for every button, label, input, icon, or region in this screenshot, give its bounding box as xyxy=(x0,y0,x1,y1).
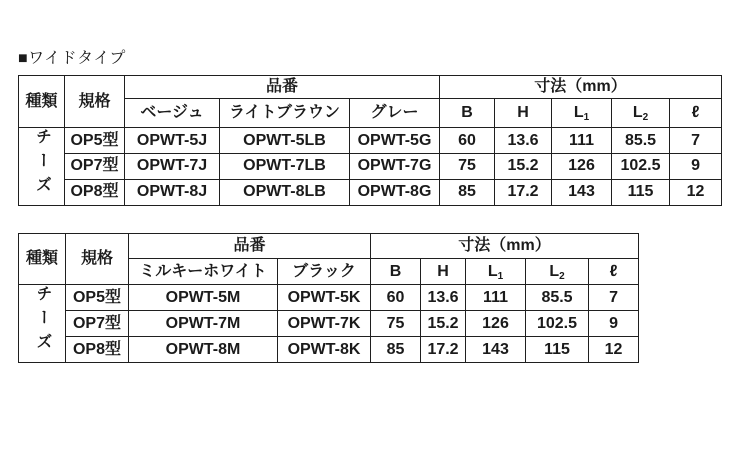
header-dim-h xyxy=(495,99,552,128)
dim-value-cell: 60 xyxy=(371,285,421,311)
part-number-cell: OPWT-8LB xyxy=(220,179,350,205)
dim-value-cell: 111 xyxy=(552,128,612,154)
dim-value-cell: 102.5 xyxy=(526,311,589,337)
dim-value-cell: 12 xyxy=(589,337,639,363)
dim-value-cell: 7 xyxy=(589,285,639,311)
dim-value-cell: 111 xyxy=(466,285,526,311)
table-row xyxy=(19,285,639,311)
dim-value-cell: 60 xyxy=(440,128,495,154)
dim-label: H xyxy=(437,262,449,280)
header-dim-ell xyxy=(589,259,639,285)
header-dim-ell xyxy=(670,99,722,128)
part-number-cell: OPWT-5K xyxy=(278,285,371,311)
header-dim-l2 xyxy=(612,99,670,128)
table-row xyxy=(19,153,722,179)
dim-value-cell: 115 xyxy=(526,337,589,363)
wide-type-table-colors-2 xyxy=(18,233,639,363)
spec-cell: OP5型 xyxy=(65,128,125,154)
part-number-cell: OPWT-7M xyxy=(129,311,278,337)
dim-value-cell: 12 xyxy=(670,179,722,205)
dim-label: L xyxy=(573,104,584,122)
part-number-cell: OPWT-7J xyxy=(125,153,220,179)
kind-cell xyxy=(19,128,65,206)
header-kind: 種類 xyxy=(19,234,66,285)
part-number-cell: OPWT-5G xyxy=(350,128,440,154)
header-dimensions: 寸法（mm） xyxy=(440,76,722,99)
dim-value-cell: 85 xyxy=(440,179,495,205)
part-number-cell: OPWT-5J xyxy=(125,128,220,154)
part-number-cell: OPWT-7LB xyxy=(220,153,350,179)
header-color-beige: ベージュ xyxy=(125,99,220,128)
dim-value-cell: 7 xyxy=(670,128,722,154)
dim-value-cell: 75 xyxy=(440,153,495,179)
header-dim-b xyxy=(440,99,495,128)
part-number-cell: OPWT-5M xyxy=(129,285,278,311)
dim-value-cell: 102.5 xyxy=(612,153,670,179)
table-row xyxy=(19,179,722,205)
dim-subscript: 2 xyxy=(642,112,649,124)
header-dim-b xyxy=(371,259,421,285)
header-color-milky-white: ミルキーホワイト xyxy=(129,259,278,285)
dim-label: ℓ xyxy=(609,262,618,280)
dim-label: B xyxy=(461,104,473,122)
dim-subscript: 1 xyxy=(583,112,590,124)
header-color-light-brown: ライトブラウン xyxy=(220,99,350,128)
part-number-cell: OPWT-8G xyxy=(350,179,440,205)
header-dim-l2 xyxy=(526,259,589,285)
dim-value-cell: 13.6 xyxy=(495,128,552,154)
dim-label: L xyxy=(632,104,643,122)
header-kind: 種類 xyxy=(19,76,65,128)
header-part-number: 品番 xyxy=(129,234,371,259)
part-number-cell: OPWT-7K xyxy=(278,311,371,337)
dim-subscript: 2 xyxy=(559,270,565,282)
dim-subscript: 1 xyxy=(497,270,504,282)
dim-value-cell: 85.5 xyxy=(612,128,670,154)
part-number-cell: OPWT-5LB xyxy=(220,128,350,154)
dim-value-cell: 9 xyxy=(670,153,722,179)
part-number-cell: OPWT-8M xyxy=(129,337,278,363)
spec-cell: OP8型 xyxy=(66,337,129,363)
dim-value-cell: 143 xyxy=(552,179,612,205)
table-row xyxy=(19,337,639,363)
header-color-black: ブラック xyxy=(278,259,371,285)
kind-cell xyxy=(19,285,66,363)
dim-value-cell: 85.5 xyxy=(526,285,589,311)
dim-value-cell: 17.2 xyxy=(495,179,552,205)
dim-value-cell: 17.2 xyxy=(421,337,466,363)
dim-value-cell: 85 xyxy=(371,337,421,363)
table-row xyxy=(19,311,639,337)
kind-vertical-text: チーズ xyxy=(34,285,51,358)
spec-cell: OP5型 xyxy=(66,285,129,311)
header-color-gray: グレー xyxy=(350,99,440,128)
header-dim-h xyxy=(421,259,466,285)
header-dimensions: 寸法（mm） xyxy=(371,234,639,259)
dim-value-cell: 143 xyxy=(466,337,526,363)
dim-value-cell: 9 xyxy=(589,311,639,337)
table-row xyxy=(19,128,722,154)
dim-value-cell: 13.6 xyxy=(421,285,466,311)
section-title: ■ワイドタイプ xyxy=(18,50,126,67)
header-part-number: 品番 xyxy=(125,76,440,99)
header-spec: 規格 xyxy=(65,76,125,128)
header-dim-l1 xyxy=(466,259,526,285)
spec-cell: OP8型 xyxy=(65,179,125,205)
header-dim-l1 xyxy=(552,99,612,128)
dim-value-cell: 115 xyxy=(612,179,670,205)
dim-label: L xyxy=(487,262,498,280)
dim-label: B xyxy=(389,262,402,280)
dim-value-cell: 126 xyxy=(552,153,612,179)
dim-value-cell: 126 xyxy=(466,311,526,337)
spec-cell: OP7型 xyxy=(66,311,129,337)
dim-label: ℓ xyxy=(691,104,700,122)
header-spec: 規格 xyxy=(66,234,129,285)
dim-label: H xyxy=(517,104,529,122)
part-number-cell: OPWT-8K xyxy=(278,337,371,363)
dim-label: L xyxy=(549,262,560,280)
wide-type-table-colors-1 xyxy=(18,75,722,206)
part-number-cell: OPWT-7G xyxy=(350,153,440,179)
kind-vertical-text: チーズ xyxy=(33,128,51,200)
dim-value-cell: 15.2 xyxy=(421,311,466,337)
part-number-cell: OPWT-8J xyxy=(125,179,220,205)
dim-value-cell: 75 xyxy=(371,311,421,337)
dim-value-cell: 15.2 xyxy=(495,153,552,179)
spec-cell: OP7型 xyxy=(65,153,125,179)
